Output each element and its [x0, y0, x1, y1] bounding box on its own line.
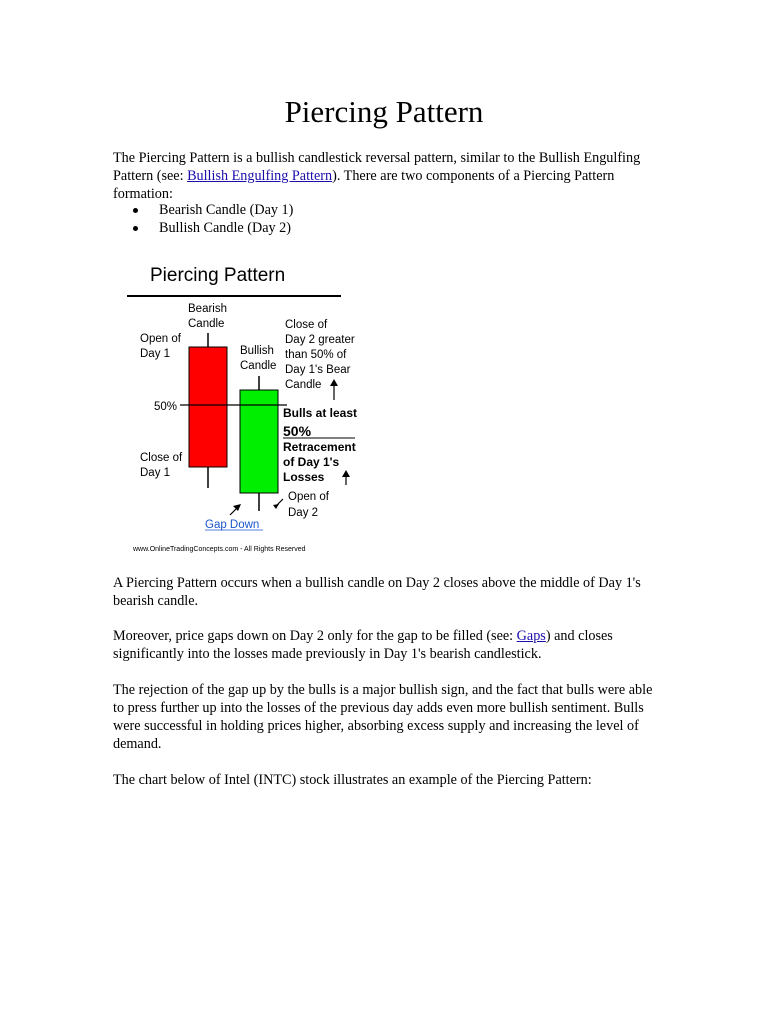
paragraph-occurs: A Piercing Pattern occurs when a bullish candle on Day 2 closes above the middle of Day 1's bearish candle.	[113, 575, 641, 609]
paragraph-gaps: Moreover, price gaps down on Day 2 only for the gap to be filled (see: Gaps) and closes significantly into the losses made previously in Day 1's bearish candlestick.	[113, 628, 613, 662]
bearish-candle-label: Bearish Candle	[188, 303, 227, 330]
open-day1-label: Open of Day 1	[140, 333, 181, 360]
up-arrow-icon	[330, 379, 338, 400]
open-day2-label: Open of Day 2	[288, 491, 329, 519]
close-day1-label: Close of Day 1	[140, 452, 183, 479]
gap-down-label: Gap Down	[205, 519, 260, 531]
bulls-retracement-label: Bulls at least 50% Retracement of Day 1's Losses	[283, 406, 358, 484]
piercing-pattern-diagram	[120, 255, 370, 560]
diagram-copyright: www.OnlineTradingConcepts.com - All Rights Reserved	[133, 546, 306, 553]
arrow-icon	[230, 504, 241, 515]
diagram-title: Piercing Pattern	[150, 265, 286, 286]
bullet-icon	[133, 208, 138, 213]
intro-paragraph: The Piercing Pattern is a bullish candlestick reversal pattern, similar to the Bullish Engulfing Pattern (see: Bullish Engulfing Pattern). There are two components of a Piercing Pattern formation:	[113, 150, 641, 202]
list-item: Bullish Candle (Day 2)	[113, 219, 613, 237]
close-day2-label: Close of Day 2 greater than 50% of Day 1's Bear Candle	[285, 319, 355, 391]
components-list	[113, 201, 613, 237]
bullish-candle-label: Bullish Candle	[240, 345, 277, 372]
paragraph-rejection: The rejection of the gap up by the bulls is a major bullish sign, and the fact that bulls were able to press further up into the losses of the previous day adds even more bullish sentiment. Bulls were successful in holding prices higher, absorbing excess supply and increasing the level of demand.	[113, 682, 653, 752]
up-arrow-icon	[342, 470, 350, 485]
gaps-link[interactable]: Gaps	[516, 628, 546, 644]
paragraph-intel-chart: The chart below of Intel (INTC) stock illustrates an example of the Piercing Pattern:	[113, 772, 592, 788]
fifty-percent-label: 50%	[154, 401, 178, 413]
arrow-icon	[273, 499, 283, 509]
bullish-engulfing-link[interactable]: Bullish Engulfing Pattern	[187, 168, 333, 184]
page-title: Piercing Pattern	[284, 94, 484, 129]
list-item: Bearish Candle (Day 1)	[113, 201, 613, 219]
bullet-icon	[133, 226, 138, 231]
bearish-candle	[189, 347, 227, 467]
